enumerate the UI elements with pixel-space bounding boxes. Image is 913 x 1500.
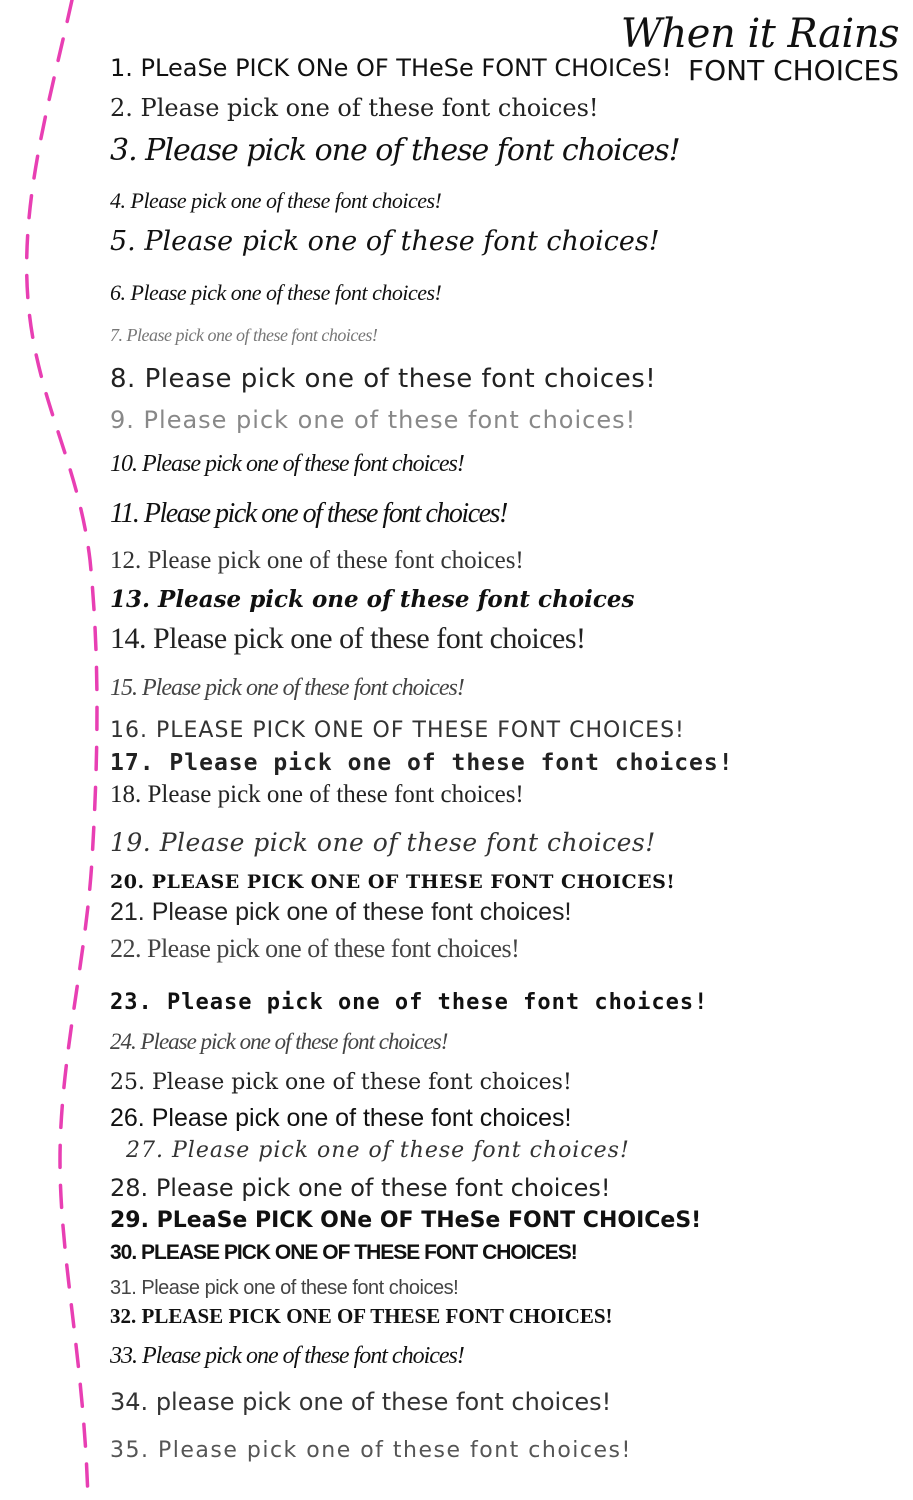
font-sample-text: Please pick one of these font choices! [159,828,656,857]
font-sample-text: Please pick one of these font choices! [172,1138,630,1163]
font-sample-number: 23. [110,990,153,1015]
font-sample-7 [110,326,377,344]
font-sample-text: Please pick one of these font choices! [158,1438,632,1463]
font-sample-number: 1. [110,54,133,82]
font-sample-number: 19. [110,828,152,857]
font-sample-30 [110,1242,577,1263]
font-sample-text: Please pick one of these font choices! [126,325,378,345]
font-sample-text: Please pick one of these font choices [158,586,635,613]
font-sample-number: 18. [110,781,142,808]
font-sample-text: Please pick one of these font choices! [143,498,507,529]
font-sample-text: Please pick one of these font choices! [142,1343,464,1369]
font-sample-number: 24. [110,1029,136,1054]
font-sample-number: 31. [110,1277,137,1299]
font-sample-number: 33. [110,1343,137,1369]
font-sample-2 [110,96,599,120]
font-sample-1 [110,56,672,80]
font-sample-3 [110,133,680,168]
font-sample-number: 26. [110,1104,145,1132]
font-sample-text: PLEASE PICK ONE OF THESE FONT CHOICES! [151,871,676,893]
font-sample-text: Please pick one of these font choices! [152,1070,572,1095]
font-sample-number: 9. [110,406,135,434]
header-subtitle: FONT CHOICES [687,54,899,87]
font-sample-33 [110,1344,464,1368]
font-sample-number: 25. [110,1070,145,1095]
font-sample-6 [110,282,441,304]
font-sample-23 [110,992,708,1014]
font-sample-21 [110,900,571,925]
font-sample-text: Please pick one of these font choices! [147,934,520,963]
font-sample-number: 17. [110,750,155,776]
font-sample-5 [110,228,660,255]
font-sample-number: 3. [110,133,137,168]
font-sample-11 [110,500,507,528]
font-sample-text: Please pick one of these font choices! [130,280,442,305]
font-sample-text: PLEASE PICK ONE OF THESE FONT CHOICES! [141,1304,613,1328]
font-sample-number: 15. [110,675,137,701]
font-sample-14 [110,624,586,654]
font-sample-text: Please pick one of these font choices! [144,226,660,257]
font-sample-number: 2. [110,94,133,122]
font-sample-text: Please pick one of these font choices! [130,188,442,213]
font-sample-18 [110,782,524,807]
font-sample-27 [126,1140,630,1162]
font-sample-number: 22. [110,934,141,963]
font-sample-number: 21. [110,898,145,926]
font-sample-number: 10. [110,451,137,477]
font-sample-9 [110,408,636,432]
font-sample-12 [110,548,524,573]
font-sample-number: 16. [110,718,148,743]
font-sample-text: Please pick one of these font choices! [140,94,599,122]
font-sample-32 [110,1306,613,1327]
font-sample-text: Please pick one of these font choices! [147,781,524,808]
font-sample-13 [110,588,634,611]
font-sample-10 [110,452,464,476]
font-sample-text: PLEASE PICK ONE OF THESE FONT CHOICES! [156,718,685,743]
font-sample-15 [110,676,464,700]
font-sample-25 [110,1072,572,1094]
font-sample-text: Please pick one of these font choices! [147,547,524,574]
font-sample-28 [110,1176,611,1200]
font-sample-number: 29. [110,1208,149,1233]
font-sample-number: 14. [110,622,146,655]
font-sample-number: 4. [110,188,126,213]
font-sample-text: PLeaSe PICK ONe OF THeSe FONT CHOICeS! [156,1208,702,1233]
font-sample-text: Please pick one of these font choices! [151,1104,572,1132]
font-sample-24 [110,1030,447,1053]
font-sample-number: 28. [110,1174,149,1202]
font-sample-4 [110,190,441,212]
font-sample-text: PLeaSe PICK ONe OF THeSe FONT CHOICeS! [140,54,672,82]
font-sample-text: Please pick one of these font choices! [143,406,637,434]
font-sample-22 [110,936,519,962]
font-sample-number: 8. [110,364,136,394]
font-sample-text: Please pick one of these font choices! [142,451,464,477]
font-sample-number: 11. [110,498,139,529]
font-sample-number: 6. [110,280,126,305]
font-sample-35 [110,1440,632,1462]
font-sample-text: Please pick one of these font choices! [141,1277,459,1299]
font-sample-number: 27. [126,1138,164,1163]
font-sample-number: 5. [110,226,136,257]
font-sample-text: Please pick one of these font choices! [155,1174,611,1202]
font-sample-number: 12. [110,547,142,574]
font-sample-text: Please pick one of these font choices! [144,364,657,394]
font-sample-number: 20. [110,871,145,893]
font-sample-number: 32. [110,1304,137,1328]
font-sample-text: PLEASE PICK ONE OF THESE FONT CHOICES! [141,1241,577,1264]
font-sample-20 [110,873,675,892]
font-sample-text: Please pick one of these font choices! [145,133,680,168]
font-sample-text: Please pick one of these font choices! [151,898,572,926]
font-sample-number: 30. [110,1241,137,1264]
font-sample-text: please pick one of these font choices! [155,1388,612,1416]
font-sample-text: Please pick one of these font choices! [167,990,709,1015]
font-sample-26 [110,1106,571,1131]
header-script-title: When it Rains [620,11,899,57]
font-sample-number: 13. [110,586,151,613]
font-sample-34 [110,1390,611,1414]
font-sample-text: Please pick one of these font choices! [153,622,586,655]
font-sample-number: 34. [110,1388,149,1416]
font-sample-number: 7. [110,325,123,345]
font-sample-31 [110,1278,458,1298]
font-sample-8 [110,366,656,392]
font-sample-16 [110,720,685,742]
font-sample-text: Please pick one of these font choices! [140,1029,448,1054]
font-sample-19 [110,830,656,855]
font-sample-number: 35. [110,1438,150,1463]
font-sample-17 [110,752,734,775]
font-sample-29 [110,1210,701,1232]
font-sample-text: Please pick one of these font choices! [142,675,464,701]
font-sample-text: Please pick one of these font choices! [169,750,734,776]
